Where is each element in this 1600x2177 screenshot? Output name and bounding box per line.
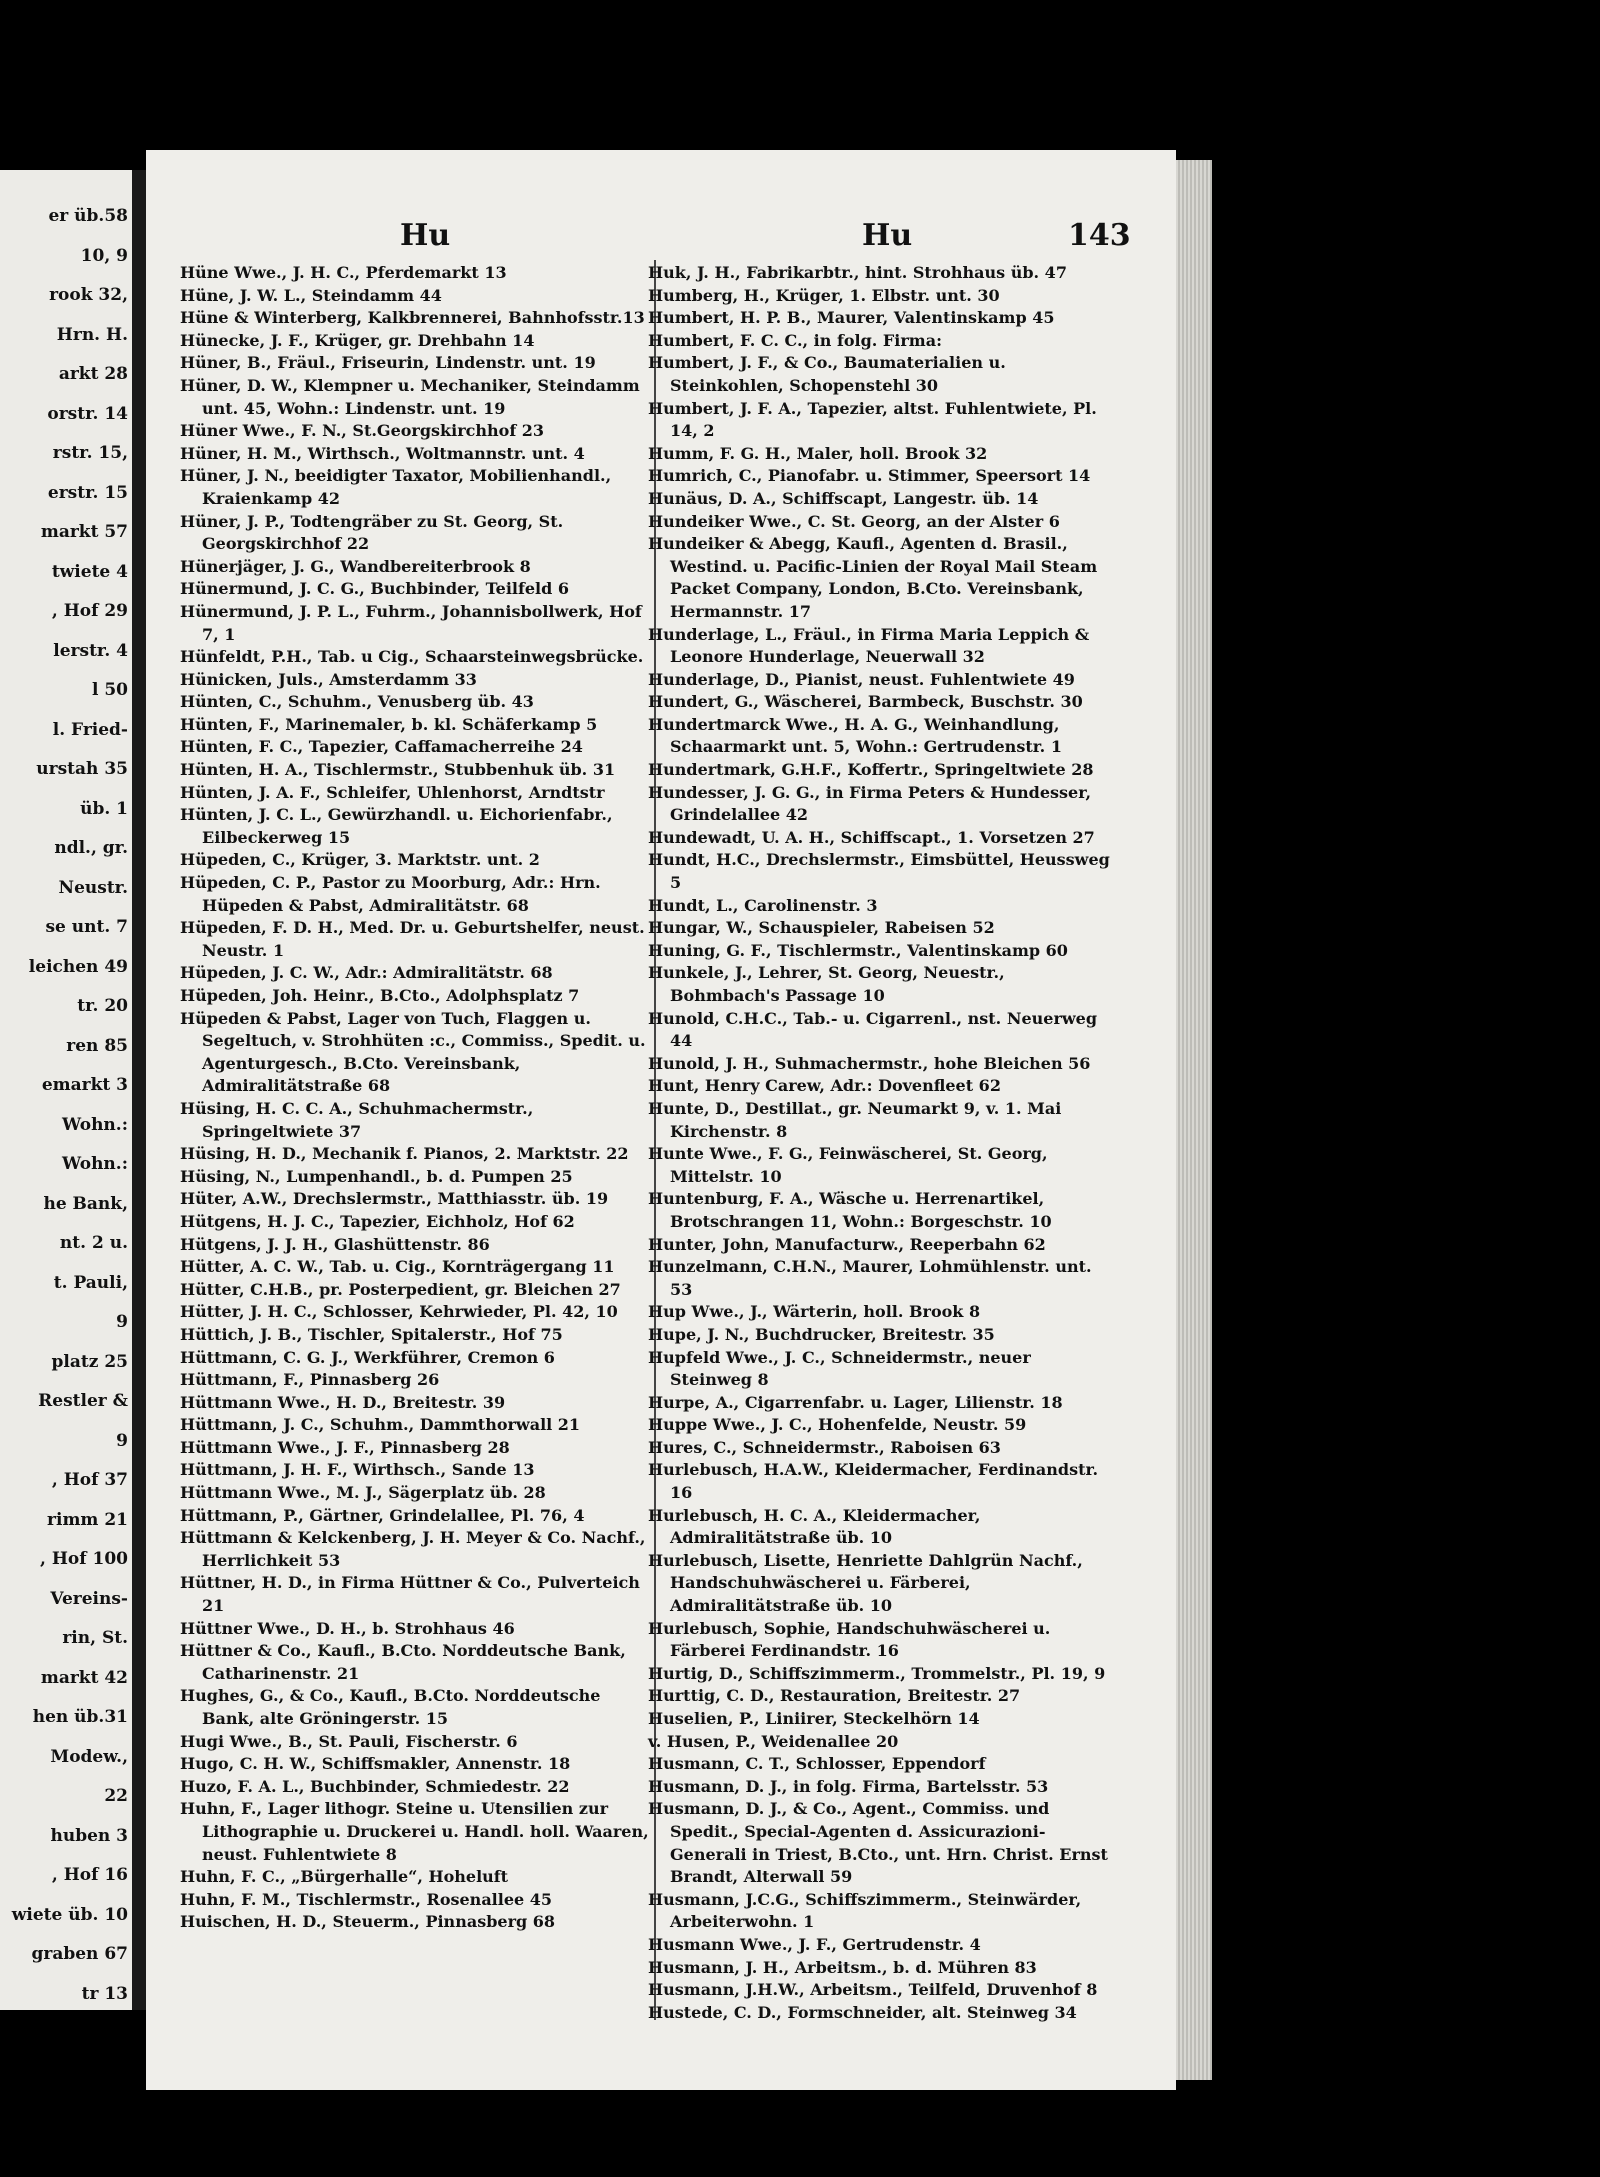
directory-entry: Hunte Wwe., F. G., Feinwäscherei, St. Georg, Mittelstr. 10 <box>648 1144 1048 1186</box>
directory-entry: Hütgens, J. J. H., Glashüttenstr. 86 <box>180 1234 490 1254</box>
directory-entry: Hüner, J. P., Todtengräber zu St. Georg, St. Georgskirchhof 22 <box>180 511 564 554</box>
directory-entry: Hurtig, D., Schiffszimmerm., Trommelstr., Pl. 19, 9 <box>648 1663 1106 1683</box>
left-page-fragment: üb. 1 <box>80 798 128 819</box>
directory-entry: Hupe, J. N., Buchdrucker, Breitestr. 35 <box>648 1324 995 1344</box>
directory-entry: Humbert, J. F., & Co., Baumaterialien u. Steinkohlen, Schopenstehl 30 <box>648 353 1006 395</box>
directory-entry: Hütgens, H. J. C., Tapezier, Eichholz, Hof 62 <box>180 1211 575 1231</box>
directory-entry: Huppe Wwe., J. C., Hohenfelde, Neustr. 59 <box>648 1415 1027 1435</box>
left-page-fragment: wiete üb. 10 <box>11 1904 128 1925</box>
directory-entry: Hugo, C. H. W., Schiffsmakler, Annenstr. 18 <box>180 1754 571 1774</box>
directory-entry: Husmann Wwe., J. F., Gertrudenstr. 4 <box>648 1934 981 1954</box>
directory-entry: Husmann, J.C.G., Schiffszimmerm., Steinwärder, Arbeiterwohn. 1 <box>648 1889 1082 1932</box>
directory-entry: Hüttmann, C. G. J., Werkführer, Cremon 6 <box>180 1347 555 1367</box>
left-page-fragment: orstr. 14 <box>47 403 128 424</box>
left-page-fragment: tr. 20 <box>77 996 128 1016</box>
directory-entry: Hunäus, D. A., Schiffscapt, Langestr. üb. 14 <box>648 488 1039 508</box>
directory-entry: Hundeiker Wwe., C. St. Georg, an der Alster 6 <box>648 511 1060 531</box>
directory-entry: Huhn, F., Lager lithogr. Steine u. Utensilien zur Lithographie u. Druckerei u. Handl. holl. Waaren, neust. Fuhlentwiete 8 <box>180 1799 649 1864</box>
left-page-fragment: Vereins- <box>50 1588 128 1609</box>
left-page-fragment: l. Fried- <box>52 719 128 740</box>
directory-entry: Hüsing, N., Lumpenhandl., b. d. Pumpen 25 <box>180 1166 573 1186</box>
directory-entry: Hunderlage, D., Pianist, neust. Fuhlentwiete 49 <box>648 669 1075 689</box>
left-page-fragment: emarkt 3 <box>41 1075 128 1095</box>
directory-entry: Hüpeden, Joh. Heinr., B.Cto., Adolphsplatz 7 <box>180 986 580 1005</box>
left-page-fragment: he Bank, <box>43 1193 128 1214</box>
directory-entry: Hütter, A. C. W., Tab. u. Cig., Kornträgergang 11 <box>180 1257 615 1277</box>
directory-entry: Hünecke, J. F., Krüger, gr. Drehbahn 14 <box>180 330 535 350</box>
directory-entry: Hughes, G., & Co., Kaufl., B.Cto. Norddeutsche Bank, alte Gröningerstr. 15 <box>180 1686 601 1728</box>
left-page-fragment: 9 <box>116 1312 128 1332</box>
directory-entry: Hünten, F., Marinemaler, b. kl. Schäferkamp 5 <box>180 714 598 734</box>
directory-entry: Humm, F. G. H., Maler, holl. Brook 32 <box>648 443 988 463</box>
page-edges <box>1176 160 1212 2080</box>
directory-entry: Hünten, H. A., Tischlermstr., Stubbenhuk üb. 31 <box>180 760 616 780</box>
directory-entry: Hüttmann Wwe., H. D., Breitestr. 39 <box>180 1392 506 1412</box>
directory-entry: Hüner, H. M., Wirthsch., Woltmannstr. unt. 4 <box>180 443 585 463</box>
directory-entry: Hüttner, H. D., in Firma Hüttner & Co., Pulverteich 21 <box>180 1573 640 1616</box>
left-page-fragment: 22 <box>104 1786 128 1806</box>
directory-entry: Hüsing, H. D., Mechanik f. Pianos, 2. Marktstr. 22 <box>180 1144 629 1164</box>
directory-entry: Hundertmark, G.H.F., Koffertr., Springeltwiete 28 <box>648 760 1094 780</box>
directory-entry: Hünten, F. C., Tapezier, Caffamacherreihe 24 <box>180 737 583 757</box>
directory-entry: Hunter, John, Manufacturw., Reeperbahn 62 <box>648 1234 1046 1254</box>
directory-entry: Humbert, J. F. A., Tapezier, altst. Fuhlentwiete, Pl. 14, 2 <box>648 398 1097 441</box>
directory-entry: Hup Wwe., J., Wärterin, holl. Brook 8 <box>648 1302 981 1322</box>
directory-entry: Husmann, D. J., in folg. Firma, Bartelsstr. 53 <box>648 1776 1049 1796</box>
left-page-fragment: Neustr. <box>58 877 128 898</box>
left-page-fragment: Wohn.: <box>62 1114 128 1135</box>
left-page-fragment: huben 3 <box>50 1825 128 1846</box>
directory-entry: Hüttmann Wwe., J. F., Pinnasberg 28 <box>180 1437 510 1457</box>
directory-entry: Hüter, A.W., Drechslermstr., Matthiasstr. üb. 19 <box>180 1189 609 1209</box>
directory-entry: Hundewadt, U. A. H., Schiffscapt., 1. Vorsetzen 27 <box>648 827 1095 847</box>
directory-column-left <box>180 262 658 1934</box>
left-page-fragment: twiete 4 <box>51 561 128 582</box>
directory-entry: Hurttig, C. D., Restauration, Breitestr. 27 <box>648 1686 1021 1706</box>
left-page-fragment: , Hof 29 <box>51 601 128 621</box>
left-page-fragment: rimm 21 <box>47 1509 128 1530</box>
directory-entry: Hüttner & Co., Kaufl., B.Cto. Norddeutsche Bank, Catharinenstr. 21 <box>180 1641 626 1683</box>
directory-column-right <box>648 262 1118 2024</box>
page-number: 143 <box>1068 218 1131 253</box>
directory-entry: Humberg, H., Krüger, 1. Elbstr. unt. 30 <box>648 285 1000 305</box>
left-page-fragment: graben 67 <box>31 1944 128 1964</box>
directory-entry: Hüner, D. W., Klempner u. Mechaniker, Steindamm unt. 45, Wohn.: Lindenstr. unt. 19 <box>180 375 640 418</box>
left-page-fragment: , Hof 16 <box>51 1865 128 1885</box>
directory-entry: Hünten, J. A. F., Schleifer, Uhlenhorst, Arndtstr <box>180 782 605 802</box>
left-page-fragment: platz 25 <box>51 1351 128 1372</box>
scan-border <box>0 2090 1600 2177</box>
left-page-fragment: Restler & <box>38 1391 128 1411</box>
directory-entry: Husmann, J. H., Arbeitsm., b. d. Mühren 83 <box>648 1957 1037 1977</box>
directory-entry: Huischen, H. D., Steuerm., Pinnasberg 68 <box>180 1912 556 1932</box>
directory-entry: Hüttmann, J. C., Schuhm., Dammthorwall 21 <box>180 1415 581 1435</box>
directory-entry: Husmann, J.H.W., Arbeitsm., Teilfeld, Druvenhof 8 <box>648 1980 1098 2000</box>
left-page-fragment: rin, St. <box>62 1628 128 1648</box>
left-page-edge <box>0 170 132 2010</box>
directory-entry: Hurlebusch, H.A.W., Kleidermacher, Ferdinandstr. 16 <box>648 1460 1099 1503</box>
directory-entry: Hünermund, J. P. L., Fuhrm., Johannisbollwerk, Hof 7, 1 <box>180 601 642 644</box>
left-page-fragment: ndl., gr. <box>54 838 128 858</box>
left-page-fragment: l 50 <box>91 680 128 700</box>
directory-entry: Hurpe, A., Cigarrenfabr. u. Lager, Lilienstr. 18 <box>648 1392 1063 1412</box>
directory-entry: Hunte, D., Destillat., gr. Neumarkt 9, v. 1. Mai Kirchenstr. 8 <box>648 1098 1062 1141</box>
directory-entry: Hugi Wwe., B., St. Pauli, Fischerstr. 6 <box>180 1731 518 1751</box>
directory-entry: Hüpeden, J. C. W., Adr.: Admiralitätstr. 68 <box>180 963 553 983</box>
directory-entry: Hupfeld Wwe., J. C., Schneidermstr., neuer Steinweg 8 <box>648 1347 1031 1390</box>
directory-entry: Hurlebusch, Lisette, Henriette Dahlgrün Nachf., Handschuhwäscherei u. Färberei, Admiralitätstraße üb. 10 <box>648 1550 1083 1616</box>
directory-entry: Hungar, W., Schauspieler, Rabeisen 52 <box>648 918 995 938</box>
directory-entry: Hunderlage, L., Fräul., in Firma Maria Leppich & Leonore Hunderlage, Neuerwall 32 <box>648 624 1090 667</box>
directory-entry: Hüttmann & Kelckenberg, J. H. Meyer & Co. Nachf., Herrlichkeit 53 <box>180 1528 646 1570</box>
directory-entry: Hünten, C., Schuhm., Venusberg üb. 43 <box>180 692 534 712</box>
directory-entry: Hüpeden, C., Krüger, 3. Marktstr. unt. 2 <box>180 850 540 870</box>
directory-entry: Hundeiker & Abegg, Kaufl., Agenten d. Brasil., Westind. u. Pacific-Linien der Royal Mail Steam Packet Company, London, B.Cto. Vereinsbank, Hermannstr. 17 <box>648 534 1098 621</box>
directory-entry: Hüpeden & Pabst, Lager von Tuch, Flaggen u. Segeltuch, v. Strohhüten :c., Commiss., Spedit. u. Agenturgesch., B.Cto. Vereinsbank, Admiralitätstraße 68 <box>180 1008 646 1096</box>
directory-entry: Hurlebusch, H. C. A., Kleidermacher, Admiralitätstraße üb. 10 <box>648 1505 981 1548</box>
directory-entry: Huhn, F. C., „Bürgerhalle“, Hoheluft <box>180 1867 509 1887</box>
left-page-fragment: nt. 2 u. <box>59 1233 128 1253</box>
running-header-left: Hu <box>400 218 451 253</box>
directory-entry: Huntenburg, F. A., Wäsche u. Herrenartikel, Brotschrangen 11, Wohn.: Borgeschstr. 10 <box>648 1189 1052 1231</box>
directory-entry: Hüttmann, J. H. F., Wirthsch., Sande 13 <box>180 1460 535 1480</box>
left-page-fragment: leichen 49 <box>28 956 128 977</box>
running-header-right: Hu <box>862 218 913 253</box>
left-page-fragment: tr 13 <box>81 1983 128 2004</box>
directory-entry: Hundesser, J. G. G., in Firma Peters & Hundesser, Grindelallee 42 <box>648 782 1092 825</box>
directory-entry: Hunt, Henry Carew, Adr.: Dovenfleet 62 <box>648 1076 1001 1096</box>
left-page-fragment: Modew., <box>50 1746 128 1767</box>
left-page-fragment: t. Pauli, <box>53 1272 128 1293</box>
left-page-fragment: arkt 28 <box>58 364 128 384</box>
directory-entry: Hures, C., Schneidermstr., Raboisen 63 <box>648 1437 1001 1457</box>
directory-entry: Hünicken, Juls., Amsterdamm 33 <box>180 669 477 689</box>
directory-entry: Humrich, C., Pianofabr. u. Stimmer, Speersort 14 <box>648 466 1091 486</box>
left-page-fragment: , Hof 100 <box>40 1549 128 1569</box>
left-page-fragment: markt 42 <box>40 1667 128 1688</box>
directory-entry: Hunold, C.H.C., Tab.- u. Cigarrenl., nst. Neuerweg 44 <box>648 1008 1098 1051</box>
book-gutter <box>132 170 146 2010</box>
directory-entry: Hütter, C.H.B., pr. Posterpedient, gr. Bleichen 27 <box>180 1279 621 1299</box>
left-page-fragment: er üb.58 <box>48 206 128 226</box>
left-page-fragment: markt 57 <box>40 522 128 542</box>
directory-entry: Hüpeden, C. P., Pastor zu Moorburg, Adr.: Hrn. Hüpeden & Pabst, Admiralitätstr. 68 <box>180 873 601 915</box>
directory-entry: Hüner Wwe., F. N., St.Georgskirchhof 23 <box>180 421 545 441</box>
directory-entry: Hünermund, J. C. G., Buchbinder, Teilfeld 6 <box>180 579 570 599</box>
left-page-fragment: urstah 35 <box>36 759 128 779</box>
directory-entry: Huning, G. F., Tischlermstr., Valentinskamp 60 <box>648 940 1068 960</box>
directory-entry: Hundertmarck Wwe., H. A. G., Weinhandlung, Schaarmarkt unt. 5, Wohn.: Gertrudenstr. 1 <box>648 714 1062 757</box>
directory-entry: Hünerjäger, J. G., Wandbereiterbrook 8 <box>180 556 531 576</box>
directory-entry: Hüne & Winterberg, Kalkbrennerei, Bahnhofsstr.13 <box>180 308 645 328</box>
directory-entry: Huhn, F. M., Tischlermstr., Rosenallee 45 <box>180 1889 553 1909</box>
directory-entry: Hundert, G., Wäscherei, Barmbeck, Buschstr. 30 <box>648 692 1083 712</box>
directory-entry: Hurlebusch, Sophie, Handschuhwäscherei u. Färberei Ferdinandstr. 16 <box>648 1618 1051 1661</box>
directory-entry: Hüne Wwe., J. H. C., Pferdemarkt 13 <box>180 263 507 282</box>
directory-entry: Huzo, F. A. L., Buchbinder, Schmiedestr. 22 <box>180 1776 570 1796</box>
directory-entry: Hüsing, H. C. C. A., Schuhmachermstr., Springeltwiete 37 <box>180 1098 534 1141</box>
directory-entry: v. Husen, P., Weidenallee 20 <box>648 1731 899 1751</box>
directory-entry: Hundt, H.C., Drechslermstr., Eimsbüttel, Heussweg 5 <box>648 850 1110 893</box>
directory-entry: Hüttmann Wwe., M. J., Sägerplatz üb. 28 <box>180 1483 546 1503</box>
left-page-fragment: erstr. 15 <box>47 482 128 503</box>
left-page-fragment: lerstr. 4 <box>53 640 128 661</box>
directory-entry: Hüner, B., Fräul., Friseurin, Lindenstr. unt. 19 <box>180 353 596 373</box>
directory-entry: Hüttich, J. B., Tischler, Spitalerstr., Hof 75 <box>180 1324 563 1344</box>
directory-entry: Husmann, D. J., & Co., Agent., Commiss. und Spedit., Special-Agenten d. Assicurazioni-Generali in Triest, B.Cto., unt. Hrn. Christ. Ernst Brandt, Alterwall 59 <box>648 1799 1108 1887</box>
directory-entry: Hünfeldt, P.H., Tab. u Cig., Schaarsteinwegsbrücke. <box>180 647 644 667</box>
directory-entry: Hüttner Wwe., D. H., b. Strohhaus 46 <box>180 1618 515 1638</box>
directory-entry: Hüne, J. W. L., Steindamm 44 <box>180 285 442 305</box>
left-page-fragment: Hrn. H. <box>56 324 128 345</box>
left-page-fragment: rook 32, <box>49 285 128 305</box>
directory-entry: Hustede, C. D., Formschneider, alt. Steinweg 34 <box>648 2002 1077 2022</box>
directory-entry: Hüttmann, F., Pinnasberg 26 <box>180 1370 440 1390</box>
left-page-fragment: se unt. 7 <box>45 917 128 937</box>
directory-entry: Hüttmann, P., Gärtner, Grindelallee, Pl. 76, 4 <box>180 1505 585 1525</box>
directory-entry: Hütter, J. H. C., Schlosser, Kehrwieder, Pl. 42, 10 <box>180 1302 618 1322</box>
directory-entry: Hunold, J. H., Suhmachermstr., hohe Bleichen 56 <box>648 1053 1091 1073</box>
directory-entry: Huk, J. H., Fabrikarbtr., hint. Strohhaus üb. 47 <box>648 263 1067 282</box>
directory-entry: Humbert, H. P. B., Maurer, Valentinskamp 45 <box>648 308 1055 328</box>
directory-entry: Hünten, J. C. L., Gewürzhandl. u. Eichorienfabr., Eilbeckerweg 15 <box>180 805 613 847</box>
left-page-fragment: , Hof 37 <box>51 1470 128 1490</box>
directory-entry: Hüner, J. N., beeidigter Taxator, Mobilienhandl., Kraienkamp 42 <box>180 466 612 508</box>
directory-entry: Hunzelmann, C.H.N., Maurer, Lohmühlenstr. unt. 53 <box>648 1257 1092 1299</box>
directory-entry: Hüpeden, F. D. H., Med. Dr. u. Geburtshelfer, neust. Neustr. 1 <box>180 918 645 960</box>
left-page-fragment: 10, 9 <box>80 245 128 266</box>
left-page-fragment: Wohn.: <box>62 1154 128 1174</box>
directory-entry: Hunkele, J., Lehrer, St. Georg, Neuestr., Bohmbach's Passage 10 <box>648 963 1005 1005</box>
directory-entry: Huselien, P., Liniirer, Steckelhörn 14 <box>648 1709 980 1728</box>
left-page-fragment: hen üb.31 <box>32 1707 128 1727</box>
left-page-fragment: ren 85 <box>66 1035 128 1056</box>
left-page-fragment: 9 <box>116 1430 128 1451</box>
directory-entry: Hundt, L., Carolinenstr. 3 <box>648 895 878 915</box>
directory-entry: Humbert, F. C. C., in folg. Firma: <box>648 330 942 350</box>
directory-entry: Husmann, C. T., Schlosser, Eppendorf <box>648 1754 986 1774</box>
left-page-fragment: rstr. 15, <box>52 443 128 463</box>
